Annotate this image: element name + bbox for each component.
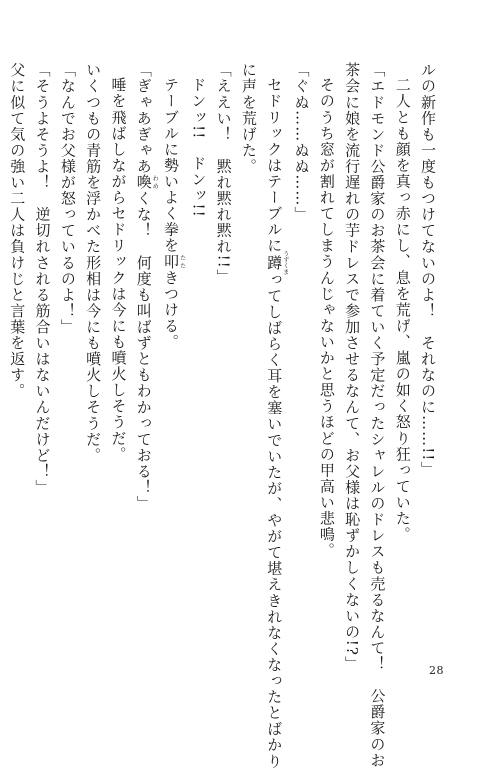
text-line: ルの新作も一度もつけてないのよ！ それなのに……!!」: [419, 62, 437, 478]
text-line: [158, 62, 185, 622]
ruby-reading: たた: [178, 253, 186, 270]
text-segment: 「ぎゃあぎゃあ: [134, 62, 153, 175]
text-line: 「エドモンド公爵家のお茶会に着ていく予定だったシャレルのドレスも売るなんて！ 公爵家のお: [368, 62, 387, 769]
ruby-reading: わめ: [151, 174, 159, 191]
ruby-annotation: [162, 253, 186, 270]
text-line: [130, 62, 157, 622]
text-segment: テーブルに勢いよく拳を: [162, 77, 181, 254]
ruby-reading: うずくま: [281, 250, 289, 275]
ruby-base: 叩: [162, 253, 181, 270]
text-line: そのうち窓が割れてしまうんじゃないかと思うほどの甲高い悲鳴。: [317, 77, 336, 559]
ruby-annotation: [265, 250, 289, 275]
text-line: 「なんでお父様が怒っているのよ！」: [58, 62, 77, 335]
text-segment: ってしばらく耳を塞いでいたが、やがて堪えきれなくなったとばかり: [265, 271, 284, 769]
text-line: いくつもの青筋を浮かべた形相は今にも噴火しそうだ。: [84, 62, 103, 464]
page-number: 28: [429, 664, 444, 677]
text-line: 「ええい！ 黙れ黙れ黙れ!!」: [214, 62, 233, 285]
text-segment: セドリックはテーブルに: [265, 77, 284, 254]
text-line: ドンッ!! ドンッ!!: [189, 77, 208, 218]
text-line: 「そうよそうよ！ 逆切れされる筋合いはないんだけど！」: [33, 62, 52, 496]
text-line: 茶会に娘を流行遅れの芋ドレスで参加させるなんて、お父様は恥ずかしくないの!?」: [343, 62, 362, 673]
text-line: 唾を飛ばしながらセドリックは今にも噴火しそうだ。: [109, 77, 128, 463]
text-line: 二人とも顔を真っ赤にし、息を荒げ、嵐の如く怒り狂っていた。: [393, 77, 412, 543]
ruby-base: 喚: [134, 174, 153, 191]
text-segment: きつける。: [162, 269, 181, 350]
ruby-annotation: [134, 174, 159, 191]
ruby-base: 蹲: [265, 250, 284, 275]
text-line: 父に似て気の強い二人は負けじと言葉を返す。: [8, 62, 27, 400]
text-line: [261, 62, 289, 769]
text-line: に声を荒げた。: [239, 62, 258, 175]
text-segment: くな！ 何度も叫ばずともわかっておる！」: [134, 190, 153, 512]
text-line: 「ぐぬ……ぬぬ……」: [292, 62, 311, 223]
